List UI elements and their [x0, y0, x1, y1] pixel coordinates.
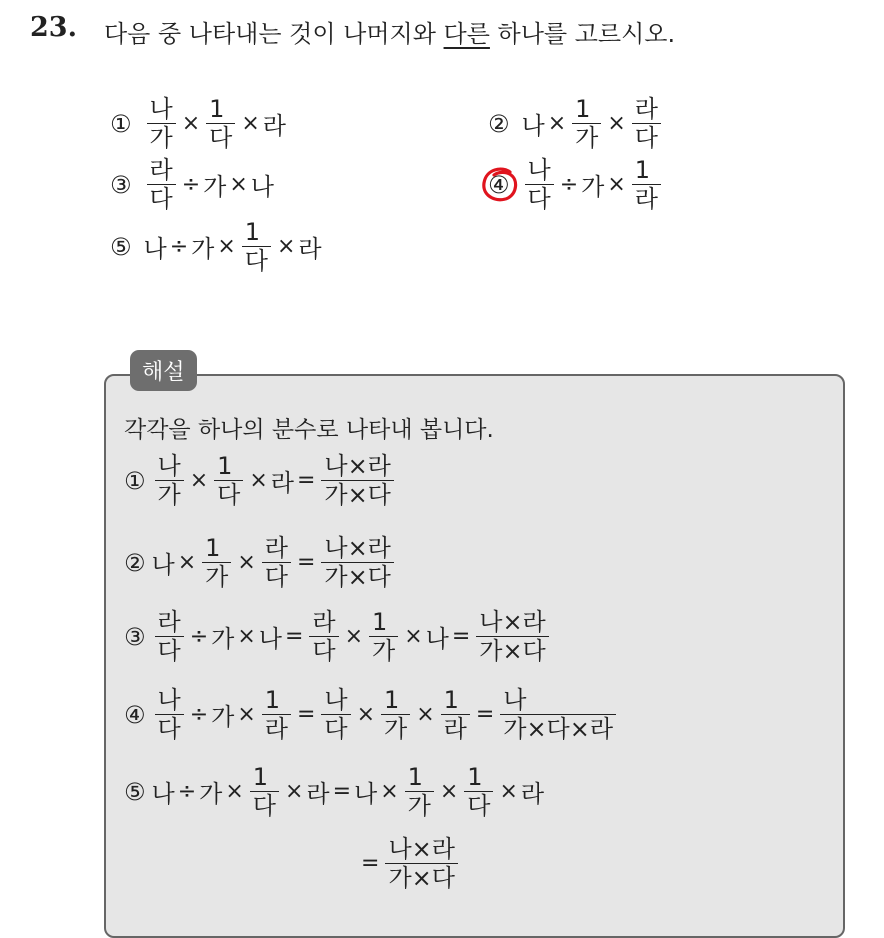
option-1 [110, 95, 286, 152]
denominator: 가 [202, 562, 231, 591]
numerator: 나 [503, 686, 527, 714]
term: 나 [354, 780, 378, 808]
times-sign: × [416, 702, 435, 727]
fraction [321, 686, 350, 743]
denominator: 가 [147, 123, 176, 152]
result-fraction [500, 686, 616, 743]
numerator: 1 [634, 156, 651, 184]
numerator: 라 [157, 608, 181, 636]
numerator: 나×라 [324, 534, 391, 562]
denominator: 가 [381, 714, 410, 743]
option-4-fraction-b [632, 156, 661, 213]
step-2-number: ② [124, 548, 146, 577]
equals-sign: = [332, 779, 352, 804]
divide-sign: ÷ [189, 702, 209, 727]
numerator: 1 [407, 763, 423, 791]
term: 라 [306, 780, 330, 808]
step-4-number: ④ [124, 700, 146, 729]
option-2 [488, 95, 664, 152]
numerator: 나 [149, 95, 173, 123]
fraction [405, 763, 434, 820]
step-3-number: ③ [124, 622, 146, 651]
denominator: 가×다 [385, 863, 457, 892]
numerator: 나×라 [479, 608, 546, 636]
fraction [155, 452, 184, 509]
result-fraction [321, 534, 393, 591]
numerator: 나 [157, 686, 181, 714]
denominator: 다 [464, 791, 493, 820]
denominator: 다 [155, 636, 184, 665]
times-sign: × [344, 624, 364, 649]
option-3-fraction-a [147, 156, 176, 213]
times-sign: × [237, 624, 256, 649]
divide-sign: ÷ [559, 172, 579, 197]
question-text-after: 하나를 고르시오. [489, 20, 676, 48]
term: 가 [581, 173, 605, 201]
fraction [464, 763, 493, 820]
equals-sign: = [361, 851, 380, 876]
fraction [262, 686, 291, 743]
numerator: 나×라 [388, 835, 455, 863]
times-sign: × [237, 702, 256, 727]
numerator: 나 [527, 156, 551, 184]
fraction [381, 686, 410, 743]
option-5 [110, 218, 322, 275]
denominator: 가 [369, 636, 398, 665]
term: 라 [520, 780, 545, 808]
numerator: 1 [205, 534, 221, 562]
numerator: 1 [467, 763, 483, 791]
option-3-number: ③ [110, 170, 132, 199]
equals-sign: = [296, 550, 316, 575]
equals-sign: = [296, 702, 316, 727]
denominator: 다 [262, 562, 291, 591]
term: 라 [262, 112, 286, 140]
option-2-fraction-a [572, 95, 601, 152]
solution-step-1 [124, 452, 397, 509]
denominator: 다 [632, 123, 661, 152]
divide-sign: ÷ [189, 624, 209, 649]
denominator: 가×다 [321, 562, 393, 591]
fraction [262, 534, 291, 591]
equals-sign: = [284, 624, 304, 649]
denominator: 라 [441, 714, 470, 743]
term: 나 [250, 173, 274, 201]
question-underlined-word: 다른 [443, 20, 490, 48]
times-sign: × [547, 111, 567, 136]
solution-step-5-result [358, 835, 461, 892]
result-fraction [476, 608, 548, 665]
option-4-fraction-a [525, 156, 554, 213]
step-1-number: ① [124, 466, 146, 495]
result-fraction [321, 452, 393, 509]
term: 가 [191, 235, 215, 263]
question-text-before: 다음 중 나타내는 것이 나머지와 [104, 20, 444, 48]
times-sign: × [607, 111, 626, 136]
numerator: 라 [634, 95, 658, 123]
times-sign: × [181, 111, 201, 136]
times-sign: × [276, 234, 296, 259]
times-sign: × [217, 234, 236, 259]
times-sign: × [237, 550, 256, 575]
option-4-number: ④ [488, 170, 510, 199]
step-5-number: ⑤ [124, 777, 146, 806]
denominator: 다 [309, 636, 338, 665]
term: 라 [298, 235, 322, 263]
numerator: 1 [575, 95, 591, 123]
times-sign: × [225, 779, 244, 804]
numerator: 나 [324, 686, 348, 714]
fraction [202, 534, 231, 591]
solution-intro: 각각을 하나의 분수로 나타내 봅니다. [124, 417, 494, 443]
denominator: 가 [405, 791, 434, 820]
solution-step-3 [124, 608, 552, 665]
solution-tag: 해설 [130, 350, 197, 391]
solution-step-4 [124, 686, 619, 743]
term: 나 [151, 780, 175, 808]
times-sign: × [241, 111, 260, 136]
denominator: 가 [155, 480, 184, 509]
numerator: 라 [264, 534, 288, 562]
times-sign: × [356, 702, 376, 727]
numerator: 1 [372, 608, 388, 636]
times-sign: × [439, 779, 459, 804]
denominator: 가 [572, 123, 601, 152]
term: 가 [211, 703, 235, 731]
solution-step-2 [124, 534, 397, 591]
times-sign: × [284, 779, 304, 804]
term: 나 [425, 625, 449, 653]
option-2-fraction-b [632, 95, 661, 152]
divide-sign: ÷ [177, 779, 197, 804]
times-sign: × [177, 550, 197, 575]
times-sign: × [229, 172, 248, 197]
numerator: 1 [209, 95, 225, 123]
denominator: 라 [632, 184, 661, 213]
term: 나 [521, 112, 545, 140]
result-fraction [385, 835, 457, 892]
option-1-fraction-a [147, 95, 176, 152]
numerator: 라 [149, 156, 173, 184]
solution-step-5 [124, 763, 544, 820]
equals-sign: = [451, 624, 471, 649]
times-sign: × [249, 468, 268, 493]
option-4 [488, 156, 664, 213]
option-3 [110, 156, 274, 213]
equals-sign: = [296, 468, 316, 493]
denominator: 가×다 [321, 480, 393, 509]
fraction [155, 686, 184, 743]
denominator: 다 [147, 184, 176, 213]
term: 가 [203, 173, 227, 201]
option-1-number: ① [110, 109, 132, 138]
times-sign: × [607, 172, 626, 197]
numerator: 1 [384, 686, 400, 714]
denominator: 가×다×라 [500, 714, 616, 743]
fraction [309, 608, 338, 665]
numerator: 나 [157, 452, 181, 480]
fraction [250, 763, 279, 820]
option-5-fraction-a [242, 218, 271, 275]
option-5-number: ⑤ [110, 232, 132, 261]
fraction [369, 608, 398, 665]
option-2-number: ② [488, 109, 510, 138]
fraction [214, 452, 243, 509]
divide-sign: ÷ [181, 172, 201, 197]
denominator: 다 [242, 246, 271, 275]
denominator: 다 [214, 480, 243, 509]
term: 가 [199, 780, 223, 808]
equals-sign: = [475, 702, 495, 727]
numerator: 1 [264, 686, 281, 714]
numerator: 1 [443, 686, 459, 714]
term: 라 [270, 469, 294, 497]
term: 나 [258, 625, 282, 653]
times-sign: × [499, 779, 518, 804]
times-sign: × [189, 468, 209, 493]
divide-sign: ÷ [169, 234, 189, 259]
numerator: 나×라 [324, 452, 391, 480]
denominator: 다 [206, 123, 235, 152]
denominator: 다 [321, 714, 350, 743]
denominator: 라 [262, 714, 291, 743]
times-sign: × [380, 779, 399, 804]
denominator: 다 [250, 791, 279, 820]
denominator: 가×다 [476, 636, 548, 665]
numerator: 1 [252, 763, 269, 791]
numerator: 1 [244, 218, 261, 246]
numerator: 라 [312, 608, 336, 636]
term: 나 [143, 235, 167, 263]
question-text [104, 14, 675, 49]
numerator: 1 [217, 452, 233, 480]
denominator: 다 [155, 714, 184, 743]
fraction [155, 608, 184, 665]
question-number: 23. [30, 12, 77, 43]
option-1-fraction-b [206, 95, 235, 152]
times-sign: × [404, 624, 423, 649]
term: 나 [151, 551, 175, 579]
denominator: 다 [525, 184, 554, 213]
fraction [441, 686, 470, 743]
term: 가 [211, 625, 235, 653]
